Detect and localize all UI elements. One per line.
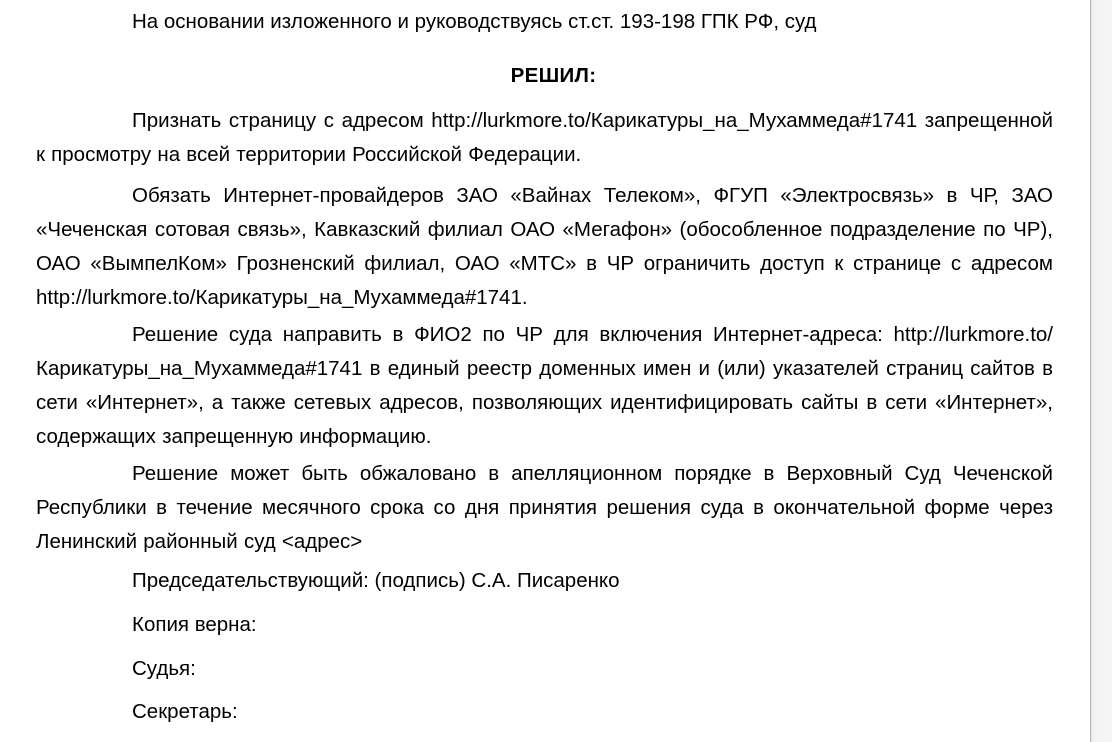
paragraph-oblige-providers: Обязать Интернет-провайдеров ЗАО «Вайнах Телеком», ФГУП «Электросвязь» в ЧР, ЗАО «Чеченская сотовая связь», Кавказский филиал ОАО «Мегафон» (обособленное подразделение по ЧР), ОАО «ВымпелКом» Грозненский филиал, ОАО «МТС» в ЧР ограничить доступ к странице с адресом http://lurkmore.to/Карикатуры_на_Мухаммеда#1741. [36,184,1053,309]
copy-verified-label: Копия верна: [132,613,257,636]
decision-heading: РЕШИЛ: [510,64,597,87]
paragraph-appeal: Решение может быть обжаловано в апелляционном порядке в Верховный Суд Чеченской Республики в течение месячного срока со дня принятия решения суда в окончательной форме через Ленинский районный суд <адрес> [36,462,1053,553]
judge-label: Судья: [132,657,196,680]
intro-line: На основании изложенного и руководствуясь ст.ст. 193-198 ГПК РФ, суд [132,10,817,33]
presiding-signature: Председательствующий: (подпись) С.А. Писаренко [132,569,620,592]
secretary-label: Секретарь: [132,700,238,723]
paragraph-ban-page: Признать страницу с адресом http://lurkmore.to/Карикатуры_на_Мухаммеда#1741 запрещенной к просмотру на всей территории Российской Федерации. [36,109,1053,166]
paragraph-registry: Решение суда направить в ФИО2 по ЧР для включения Интернет-адреса: http://lurkmore.to/Карикатуры_на_Мухаммеда#1741 в единый реестр доменных имен и (или) указателей страниц сайтов в сети «Интернет», а также сетевых адресов, позволяющих идентифицировать сайты в сети «Интернет», содержащих запрещенную информацию. [36,323,1053,448]
page-edge-scroll-area [1090,0,1112,742]
